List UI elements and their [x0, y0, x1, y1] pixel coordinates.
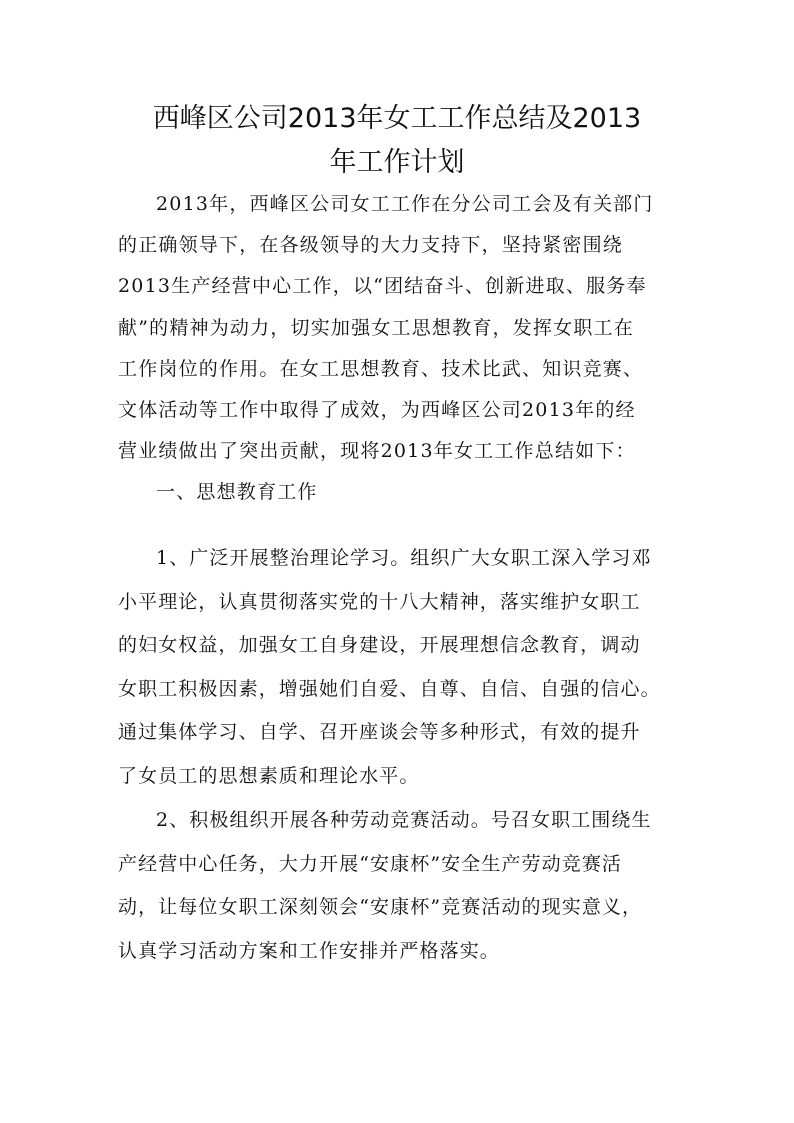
paragraph-line: 通过集体学习、自学、召开座谈会等多种形式，有效的提升	[118, 721, 641, 743]
document-title-line-2: 年工作计划	[329, 147, 465, 178]
paragraph-line: 的妇女权益，加强女工自身建设，开展理想信念教育，调动	[118, 634, 641, 656]
paragraph-line: 文体活动等工作中取得了成效，为西峰区公司2013年的经	[118, 398, 636, 421]
intro-paragraph	[118, 184, 678, 472]
paragraph-line: 1、广泛开展整治理论学习。组织广大女职工深入学习邓	[156, 547, 652, 569]
paragraph-line: 产经营中心任务，大力开展“安康杯”安全生产劳动竞赛活	[118, 852, 623, 875]
paragraph-line: 2013年，西峰区公司女工工作在分公司工会及有关部门	[156, 193, 654, 215]
paragraph-line: 认真学习活动方案和工作安排并严格落实。	[118, 939, 500, 962]
paragraph-line: 工作岗位的作用。在女工思想教育、技术比武、知识竞赛、	[118, 357, 644, 380]
paragraph-line: 2013生产经营中心工作，以“团结奋斗、创新进取、服务奉	[118, 275, 647, 298]
paragraph-line: 女职工积极因素，增强她们自爱、自尊、自信、自强的信心。	[118, 677, 661, 700]
item-1-paragraph	[118, 537, 688, 798]
item-2-paragraph	[118, 799, 688, 973]
document-title-line-1: 西峰区公司2013年女工工作总结及2013	[152, 103, 642, 134]
section-heading	[118, 472, 678, 513]
section-1-heading: 一、思想教育工作	[156, 481, 318, 503]
paragraph-line: 小平理论，认真贯彻落实党的十八大精神，落实维护女职工	[118, 590, 641, 613]
paragraph-line: 动，让每位女职工深刻领会“安康杯”竞赛活动的现实意义，	[118, 896, 643, 918]
paragraph-line: 了女员工的思想素质和理论水平。	[118, 764, 420, 787]
paragraph-line: 营业绩做出了突出贡献，现将2013年女工工作总结如下：	[118, 440, 636, 463]
paragraph-line: 2、积极组织开展各种劳动竞赛活动。号召女职工围绕生	[156, 809, 652, 831]
paragraph-line: 的正确领导下，在各级领导的大力支持下，坚持紧密围绕	[118, 234, 624, 257]
paragraph-line: 献”的精神为动力，切实加强女工思想教育，发挥女职工在	[118, 316, 634, 339]
